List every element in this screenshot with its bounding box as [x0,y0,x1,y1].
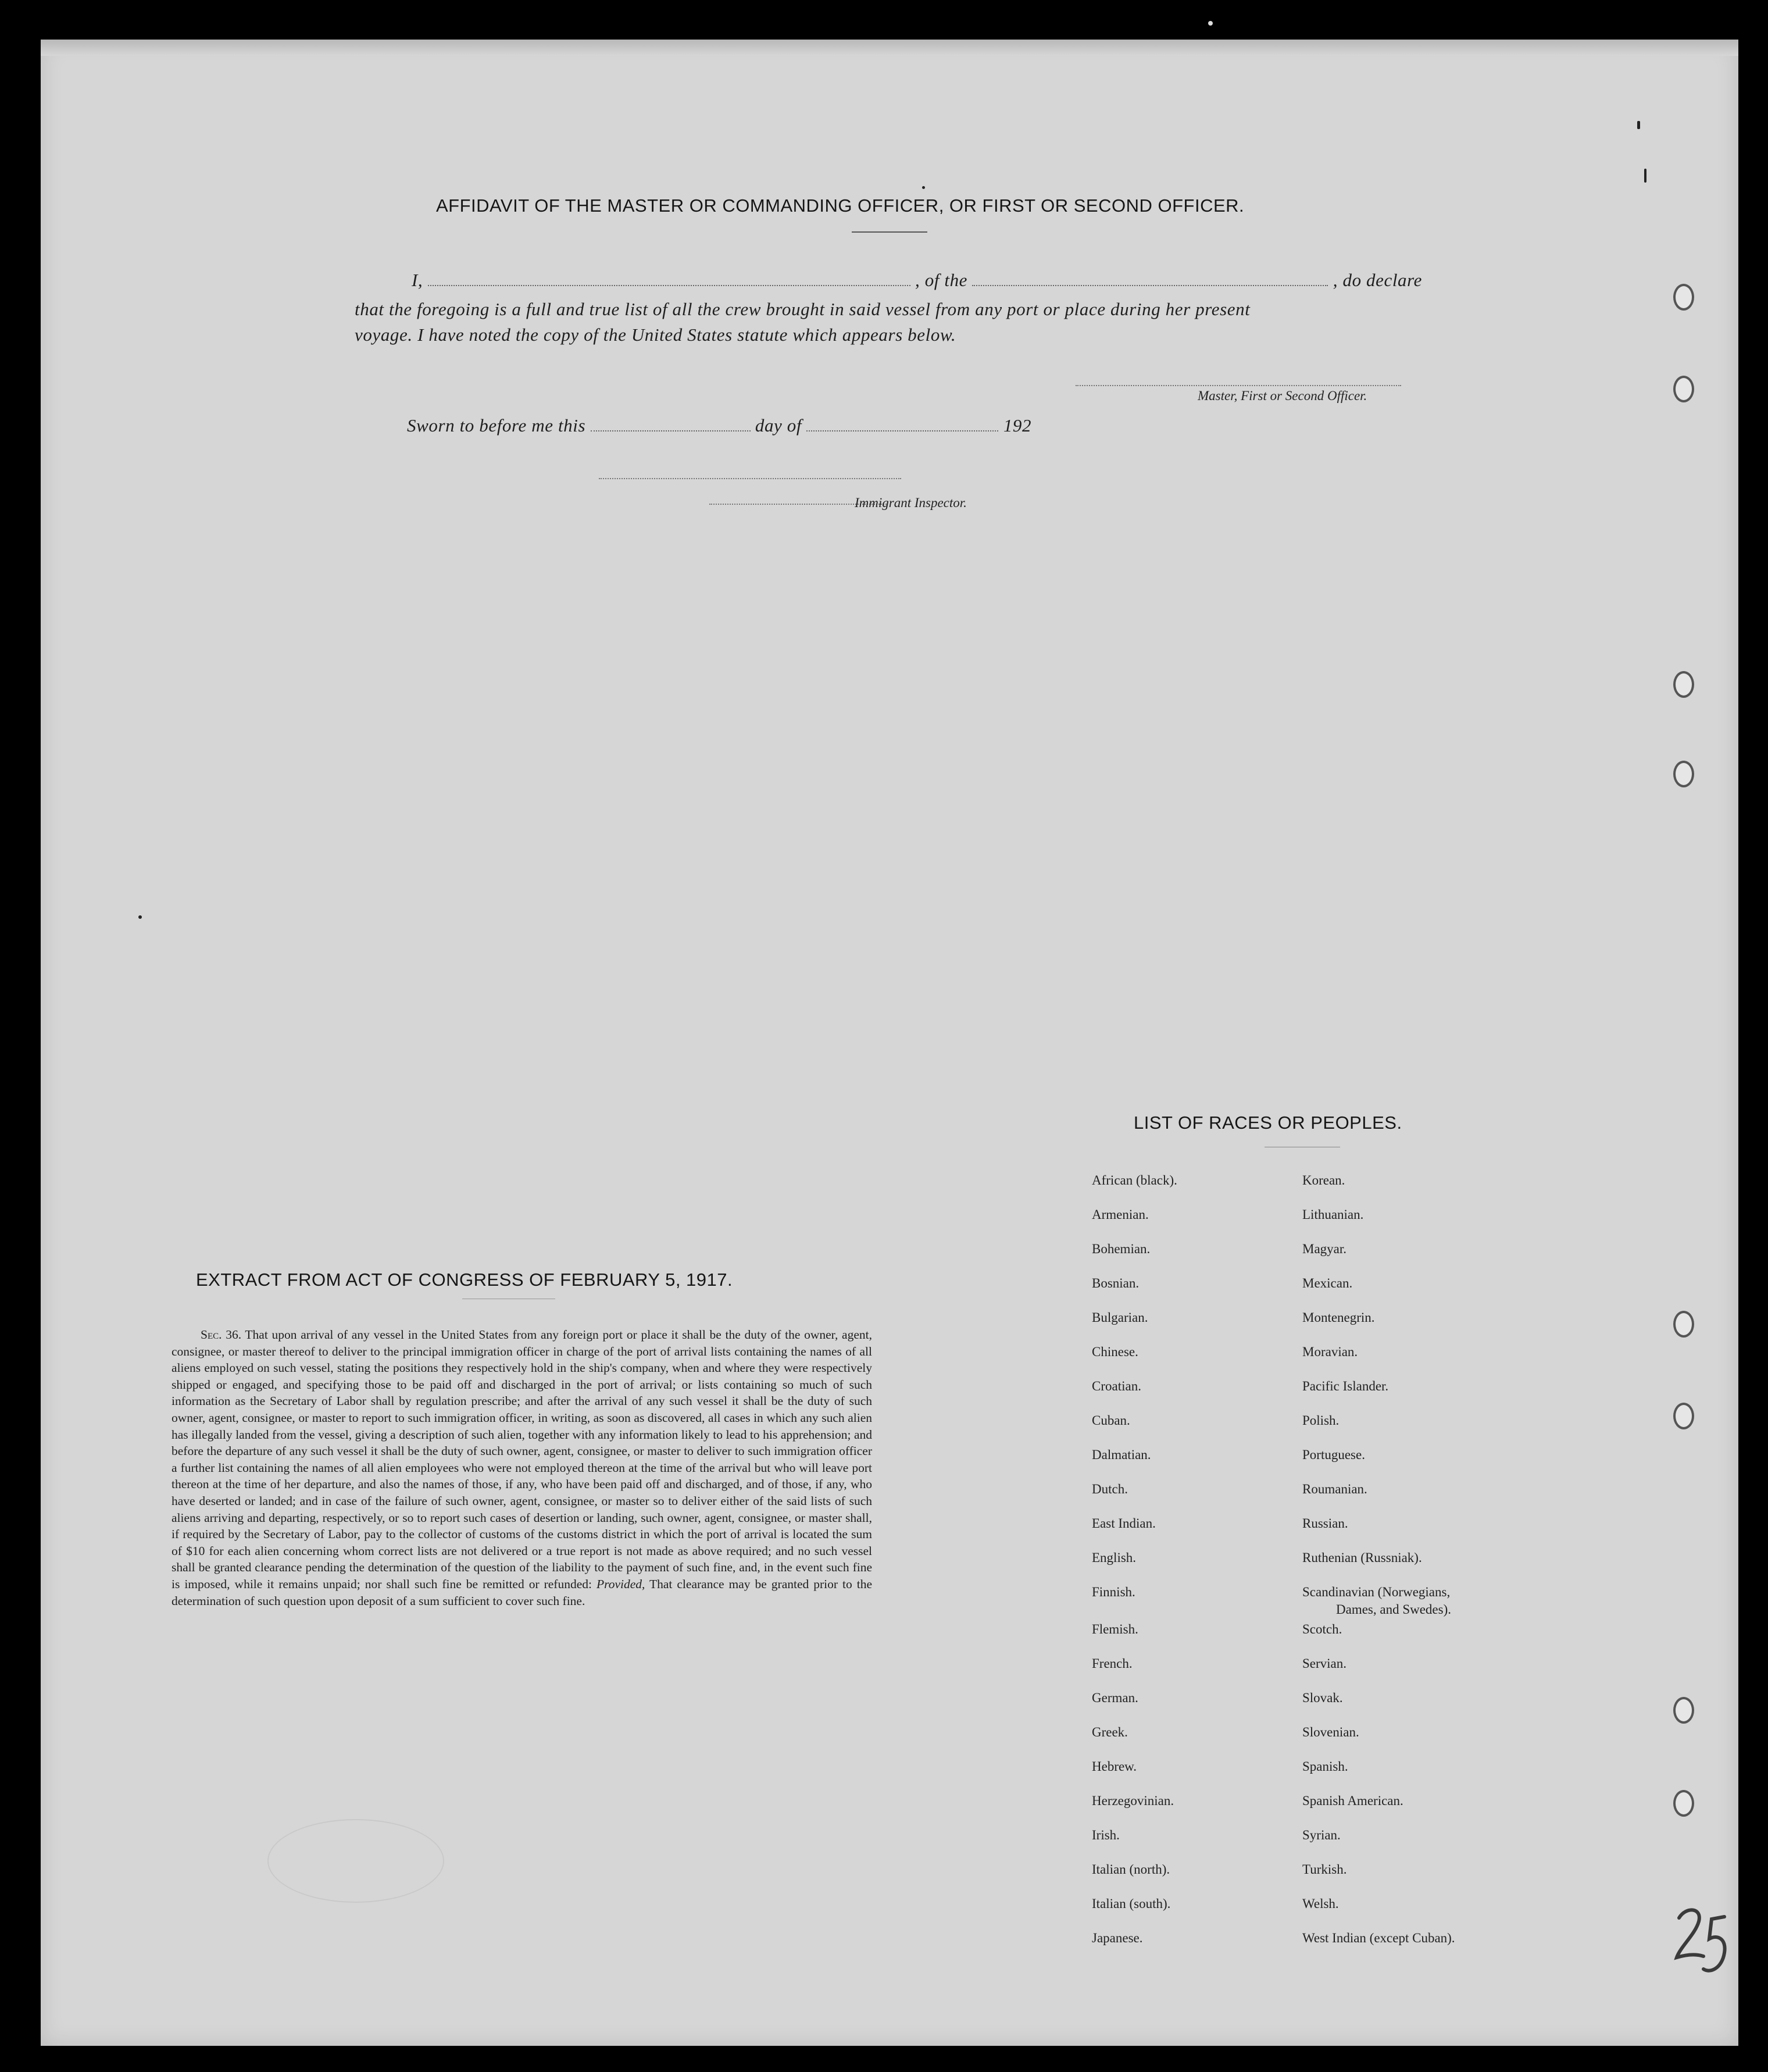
punch-hole-icon [1673,1311,1694,1338]
race-item: African (black). [1092,1173,1177,1187]
sworn-month-blank[interactable] [806,430,998,431]
race-item: Greek. [1092,1725,1128,1739]
sworn-mid: day of [755,415,802,436]
affidavit-line-1-mid: , of the [915,270,968,290]
race-item: Servian. [1302,1656,1347,1671]
affidavit-line-1 [412,270,1422,291]
provided-word: Provided, [597,1577,645,1591]
handwritten-page-number-icon [1669,1900,1733,1988]
race-item: Croatian. [1092,1379,1141,1393]
race-item: Chinese. [1092,1345,1138,1359]
race-item: Spanish. [1302,1759,1348,1774]
affidavit-title: AFFIDAVIT OF THE MASTER OR COMMANDING OFFICER, OR FIRST OR SECOND OFFICER. [436,195,1245,216]
speck-mark [1637,121,1640,129]
race-item: Finnish. [1092,1585,1135,1599]
extract-title: EXTRACT FROM ACT OF CONGRESS OF FEBRUARY 5, 1917. [196,1269,733,1290]
race-item: Flemish. [1092,1622,1138,1636]
race-item: Slovenian. [1302,1725,1359,1739]
race-item: Magyar. [1302,1242,1347,1256]
race-item: Dalmatian. [1092,1447,1151,1462]
race-item: English. [1092,1550,1137,1565]
race-item: Armenian. [1092,1207,1149,1222]
name-blank[interactable] [428,284,910,286]
sworn-year: 192 [1003,415,1032,436]
race-item: East Indian. [1092,1516,1156,1531]
race-item: Ruthenian (Russniak). [1302,1550,1422,1565]
race-item: Spanish American. [1302,1793,1403,1808]
sworn-line [407,415,1031,436]
race-item: Dutch. [1092,1482,1128,1496]
race-item: Scotch. [1302,1622,1342,1636]
inspector-signature-line-upper[interactable] [599,478,901,479]
punch-hole-icon [1673,671,1694,698]
race-item: Lithuanian. [1302,1207,1364,1222]
page-top-edge [41,40,1738,56]
extract-body-part-1: That upon arrival of any vessel in the United States from any foreign port or place it shall be the duty of the owner, agent, consignee, or master thereof to deliver to the principal immigration officer in charge of the port of arrival lists containing the names of all aliens employed on such vessel, stating the positions they respectively hold in the ship's company, when and where they were respectively shipped or engaged, and specifying those to be paid off and discharged in the port of arrival; or lists containing so much of such information as the Secretary of Labor shall by regulation prescribe; and after the arrival of any such vessel it shall be the duty of such owner, agent, consignee, or master to report to such immigration officer, in writing, as soon as discovered, all cases in which any such alien has illegally landed from the vessel, giving a description of such alien, together with any information likely to lead to his apprehension; and before the departure of any such vessel it shall be the duty of such owner, agent, consignee, or master to deliver to such immigration officer a further list containing the names of all alien employees who were not employed thereon at the time of the arrival but who will leave port thereon at the time of her departure, and also the names of those, if any, who have been paid off and discharged, and of those, if any, who have deserted or landed; and in case of the failure of such owner, agent, consignee, or master so to deliver either of the said lists of such aliens arriving and departing, respectively, or so to report such cases of desertion or landing, such owner, agent, consignee, or master shall, if required by the Secretary of Labor, pay to the collector of customs of the customs district in which the port of arrival is located the sum of $10 for each alien concerning whom correct lists are not delivered or a true report is not made as above required; and no such vessel shall be granted clearance pending the determination of the question of the liability to the payment of such fine, and, in the event such fine is imposed, while it remains unpaid; nor shall such fine be remitted or refunded: [172,1328,872,1591]
race-item-continuation: Dames, and Swedes). [1336,1602,1452,1617]
extract-body-part-2: That clearance may be granted prior to the determination of such question upon deposit of a sum sufficient to cover such fine. [172,1577,873,1608]
speck-mark [1644,169,1646,183]
section-label: Sec. 36. [201,1328,242,1342]
race-item: Welsh. [1302,1896,1339,1911]
race-item: Roumanian. [1302,1482,1367,1496]
race-item: Moravian. [1302,1345,1358,1359]
race-item: Portuguese. [1302,1447,1365,1462]
extract-body [172,1326,872,1609]
race-item: Bohemian. [1092,1242,1151,1256]
race-item: Herzegovinian. [1092,1793,1174,1808]
race-item: Korean. [1302,1173,1345,1187]
border-speck [1208,21,1213,26]
race-item: Polish. [1302,1413,1340,1428]
sworn-start: Sworn to before me this [407,415,586,436]
sworn-day-blank[interactable] [591,430,751,431]
race-item: Slovak. [1302,1691,1343,1705]
speck-mark [922,186,925,189]
punch-hole-icon [1673,1697,1694,1724]
master-signature-line[interactable] [1076,385,1401,386]
inspector-label: Immigrant Inspector. [855,495,967,510]
race-item: Italian (south). [1092,1896,1171,1911]
race-item: Russian. [1302,1516,1348,1531]
race-item: Irish. [1092,1828,1120,1842]
race-item: Japanese. [1092,1931,1143,1945]
race-item: Turkish. [1302,1862,1347,1877]
races-title: LIST OF RACES OR PEOPLES. [1134,1112,1402,1133]
punch-hole-icon [1673,376,1694,402]
race-item: Hebrew. [1092,1759,1137,1774]
affidavit-line-1-start: I, [412,270,423,290]
race-item: Bosnian. [1092,1276,1140,1290]
punch-hole-icon [1673,761,1694,787]
master-signature-label: Master, First or Second Officer. [1198,388,1367,403]
race-item: West Indian (except Cuban). [1302,1931,1455,1945]
race-item: Pacific Islander. [1302,1379,1389,1393]
vessel-blank[interactable] [972,284,1328,286]
affidavit-line-3: voyage. I have noted the copy of the United States statute which appears below. [355,324,956,345]
race-item: Scandinavian (Norwegians, [1302,1585,1451,1599]
race-item: Italian (north). [1092,1862,1170,1877]
speck-mark [138,915,142,919]
race-item: German. [1092,1691,1138,1705]
race-item: Cuban. [1092,1413,1130,1428]
race-item: Syrian. [1302,1828,1341,1842]
punch-hole-icon [1673,284,1694,311]
race-item: Montenegrin. [1302,1310,1375,1325]
affidavit-title-rule [852,231,927,233]
affidavit-line-1-end: , do declare [1333,270,1423,290]
race-item: French. [1092,1656,1133,1671]
affidavit-line-2: that the foregoing is a full and true list of all the crew brought in said vessel from any port or place during her present [355,299,1251,319]
document-page [41,40,1738,2046]
race-item: Mexican. [1302,1276,1353,1290]
race-item: Bulgarian. [1092,1310,1148,1325]
punch-hole-icon [1673,1403,1694,1429]
punch-hole-icon [1673,1790,1694,1817]
faint-seal-icon [267,1819,444,1903]
